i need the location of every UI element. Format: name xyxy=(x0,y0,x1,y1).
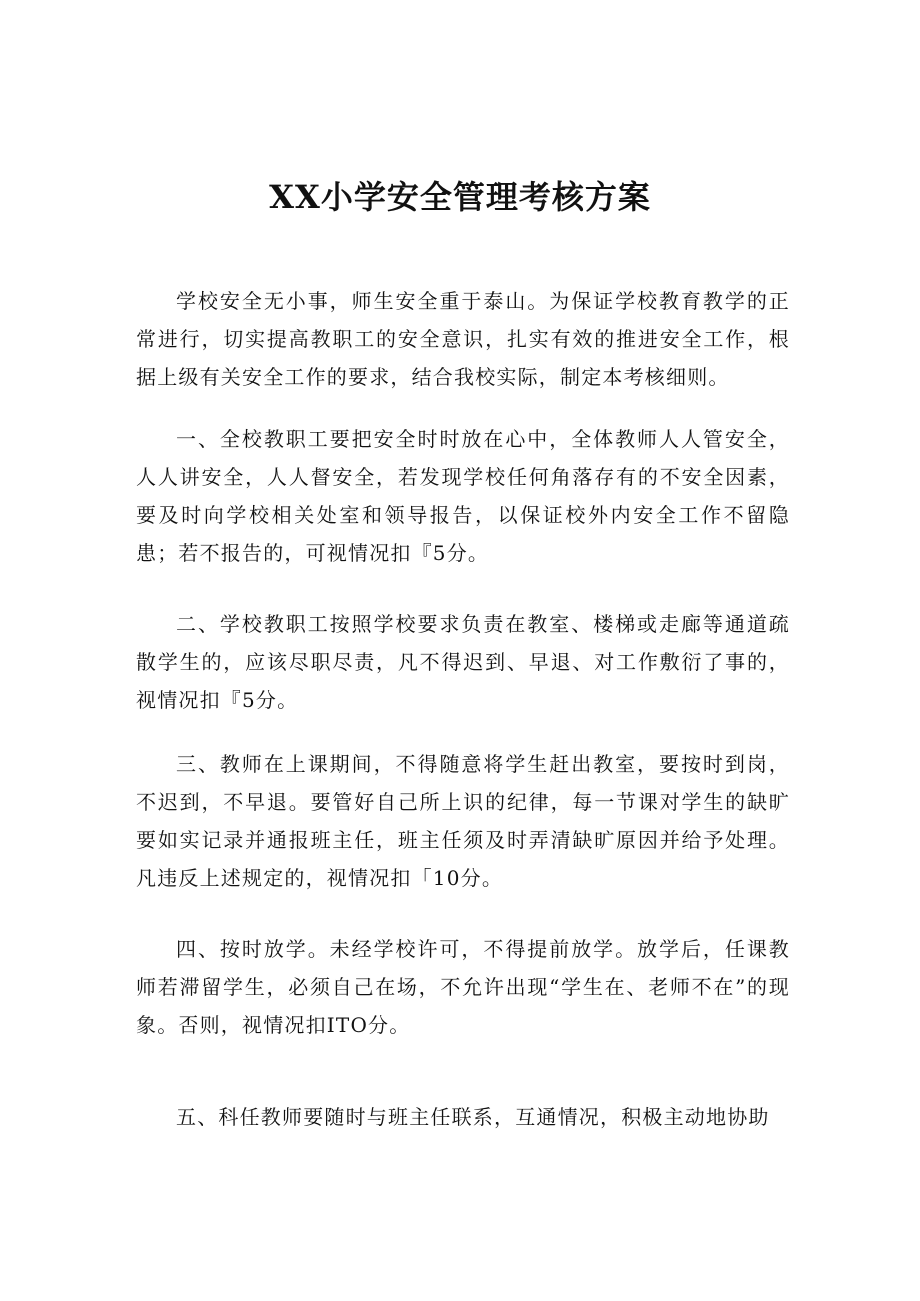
paragraph-item-4: 四、按时放学。未经学校许可，不得提前放学。放学后，任课教师若滞留学生，必须自己在场，不允许出现“学生在、老师不在”的现象。否则，视情况扣ITO分。 xyxy=(136,937,790,1037)
document-title: XX小学安全管理考核方案 xyxy=(269,178,651,216)
paragraph-item-2: 二、学校教职工按照学校要求负责在教室、楼梯或走廊等通道疏散学生的，应该尽职尽责，凡不得迟到、早退、对工作敷衍了事的，视情况扣『5分。 xyxy=(136,612,790,712)
paragraph-item-5: 五、科任教师要随时与班主任联系，互通情况，积极主动地协助 xyxy=(176,1105,770,1129)
paragraph-item-3: 三、教师在上课期间，不得随意将学生赶出教室，要按时到岗，不迟到，不早退。要管好自己所上识的纪律，每一节课对学生的缺旷要如实记录并通报班主任，班主任须及时弄清缺旷原因并给予处理。凡违反上述规定的，视情况扣「10分。 xyxy=(136,752,790,890)
paragraph-intro: 学校安全无小事，师生安全重于泰山。为保证学校教育教学的正常进行，切实提高教职工的安全意识，扎实有效的推进安全工作，根据上级有关安全工作的要求，结合我校实际，制定本考核细则。 xyxy=(136,289,790,389)
paragraph-item-1: 一、全校教职工要把安全时时放在心中，全体教师人人管安全，人人讲安全，人人督安全，若发现学校任何角落存有的不安全因素，要及时向学校相关处室和领导报告，以保证校外内安全工作不留隐患；若不报告的，可视情况扣『5分。 xyxy=(136,427,790,565)
